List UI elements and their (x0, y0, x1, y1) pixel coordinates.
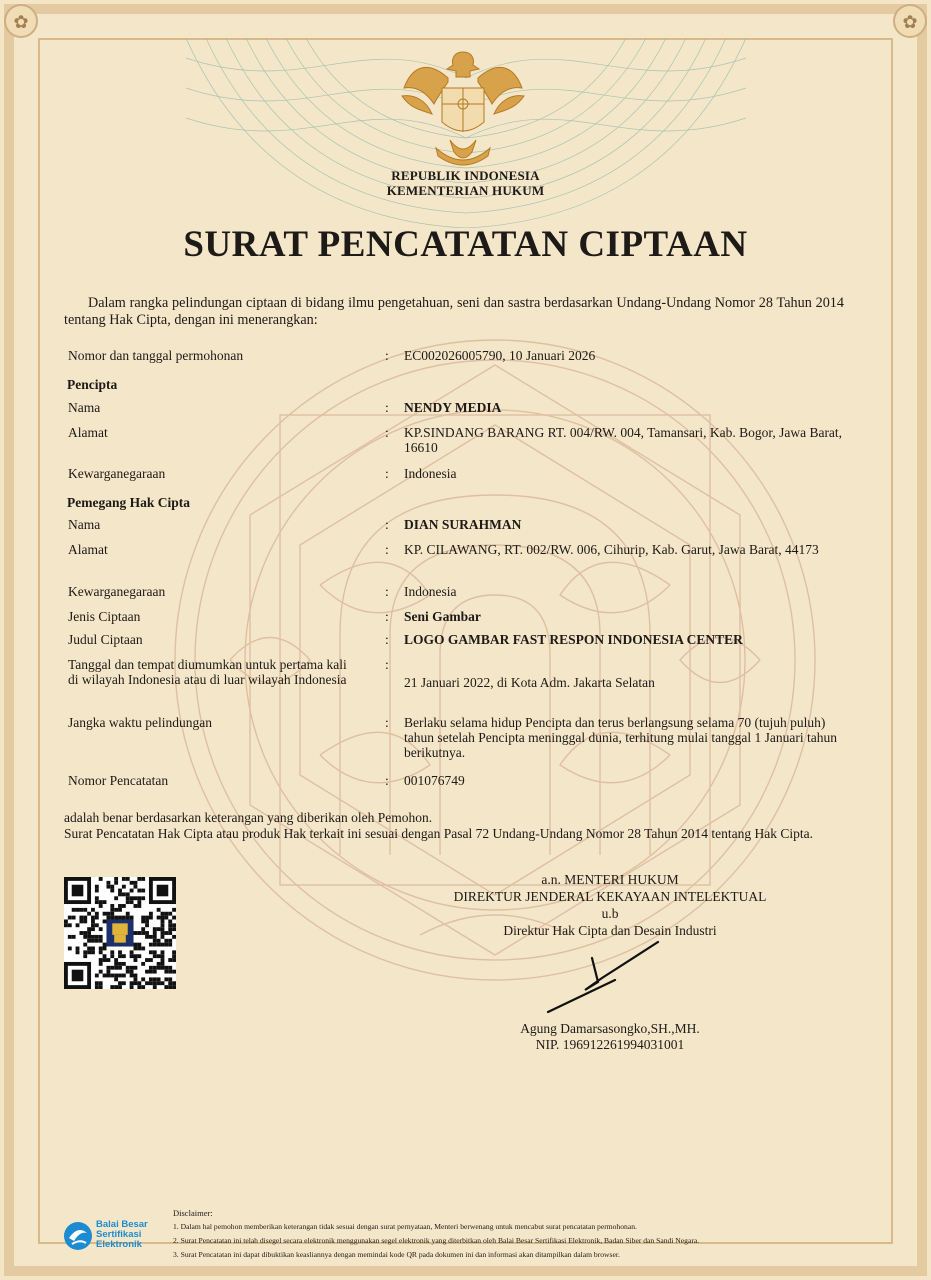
disclaimer-title: Disclaimer: (173, 1208, 213, 1218)
colon: : (385, 584, 389, 599)
holder-citizenship: Indonesia (404, 584, 457, 599)
work-type: Seni Gambar (404, 609, 481, 624)
holder-address-label: Alamat (68, 542, 108, 557)
handwritten-signature (540, 940, 680, 1020)
colon: : (385, 542, 389, 557)
disclaimer-item: 1. Dalam hal pemohon memberikan keterangan tidak sesuai dengan surat pernyataan, Menteri berwenang untuk mencabut surat pencatatan permohonan. (173, 1222, 637, 1231)
colon: : (385, 348, 389, 363)
application-value: EC002026005790, 10 Januari 2026 (404, 348, 596, 363)
colon: : (385, 517, 389, 532)
protection-term: Berlaku selama hidup Pencipta dan terus berlangsung selama 70 (tujuh puluh) tahun setelah Pencipta meninggal dunia, terhitung mulai tanggal 1 Januari tahun berikutnya. (404, 715, 838, 760)
colon: : (385, 425, 389, 440)
creator-citizenship: Indonesia (404, 466, 457, 481)
garuda-emblem-icon (398, 48, 528, 170)
creator-name: NENDY MEDIA (404, 400, 502, 415)
record-number-label: Nomor Pencatatan (68, 773, 169, 788)
colon: : (385, 609, 389, 624)
legal-basis-statement: Surat Pencatatan Hak Cipta atau produk Hak terkait ini sesuai dengan Pasal 72 Undang-Undang Nomor 28 Tahun 2014 tentang Hak Cipta. (64, 826, 814, 841)
disclaimer-item: 3. Surat Pencatatan ini dapat dibuktikan keasliannya dengan memindai kode QR pada dokumen ini dan informasi akan ditampilkan dalam browser. (173, 1250, 620, 1259)
holder-address: KP. CILAWANG, RT. 002/RW. 006, Cihurip, Kab. Garut, Jawa Barat, 44173 (404, 542, 819, 557)
colon: : (385, 400, 389, 415)
intro-paragraph: Dalam rangka pelindungan ciptaan di bidang ilmu pengetahuan, seni dan sastra berdasarkan Undang-Undang Nomor 28 Tahun 2014 tentang Hak Cipta, dengan ini menerangkan: (64, 295, 844, 328)
closing-statement: adalah benar berdasarkan keterangan yang diberikan oleh Pemohon. (64, 810, 433, 825)
announcement-value: 21 Januari 2022, di Kota Adm. Jakarta Selatan (404, 675, 655, 690)
creator-address-label: Alamat (68, 425, 108, 440)
ministry-name: KEMENTERIAN HUKUM (386, 183, 545, 198)
holder-name-label: Nama (68, 517, 101, 532)
disclaimer-item: 2. Surat Pencatatan ini telah disegel secara elektronik menggunakan segel elektronik yang diterbitkan oleh Balai Besar Sertifikasi Elektronik, Badan Siber dan Sandi Negara. (173, 1236, 700, 1245)
holder-section-title: Pemegang Hak Cipta (67, 495, 190, 510)
creator-citizenship-label: Kewarganegaraan (68, 466, 166, 481)
signatory-line4: Direktur Hak Cipta dan Desain Industri (503, 923, 717, 938)
signatory-name: Agung Damarsasongko,SH.,MH. (520, 1021, 700, 1036)
work-type-label: Jenis Ciptaan (68, 609, 141, 624)
protection-term-label: Jangka waktu pelindungan (68, 715, 212, 730)
work-title-label: Judul Ciptaan (68, 632, 143, 647)
signatory-line3: u.b (601, 906, 619, 921)
holder-citizenship-label: Kewarganegaraan (68, 584, 166, 599)
colon: : (385, 773, 389, 788)
announcement-label: Tanggal dan tempat diumumkan untuk pertama kali di wilayah Indonesia atau di luar wilayah Indonesia (68, 657, 347, 687)
work-title: LOGO GAMBAR FAST RESPON INDONESIA CENTER (404, 632, 743, 647)
colon: : (385, 657, 389, 672)
creator-section-title: Pencipta (67, 377, 118, 392)
document-title: SURAT PENCATATAN CIPTAAN (183, 224, 748, 265)
record-number: 001076749 (404, 773, 465, 788)
colon: : (385, 632, 389, 647)
colon: : (385, 715, 389, 730)
country-name: REPUBLIK INDONESIA (391, 168, 540, 183)
signatory-line2: DIREKTUR JENDERAL KEKAYAAN INTELEKTUAL (453, 889, 767, 904)
creator-address: KP.SINDANG BARANG RT. 004/RW. 004, Tamansari, Kab. Bogor, Jawa Barat, 16610 (404, 425, 843, 455)
corner-ornament-icon: ✿ (4, 4, 38, 38)
creator-name-label: Nama (68, 400, 101, 415)
application-label: Nomor dan tanggal permohonan (68, 348, 244, 363)
bsre-name: Balai Besar Sertifikasi Elektronik (96, 1219, 148, 1250)
signatory-nip: NIP. 196912261994031001 (535, 1037, 685, 1052)
corner-ornament-icon: ✿ (893, 4, 927, 38)
qr-code[interactable] (64, 877, 176, 989)
signatory-line1: a.n. MENTERI HUKUM (541, 872, 679, 887)
colon: : (385, 466, 389, 481)
holder-name: DIAN SURAHMAN (404, 517, 522, 532)
